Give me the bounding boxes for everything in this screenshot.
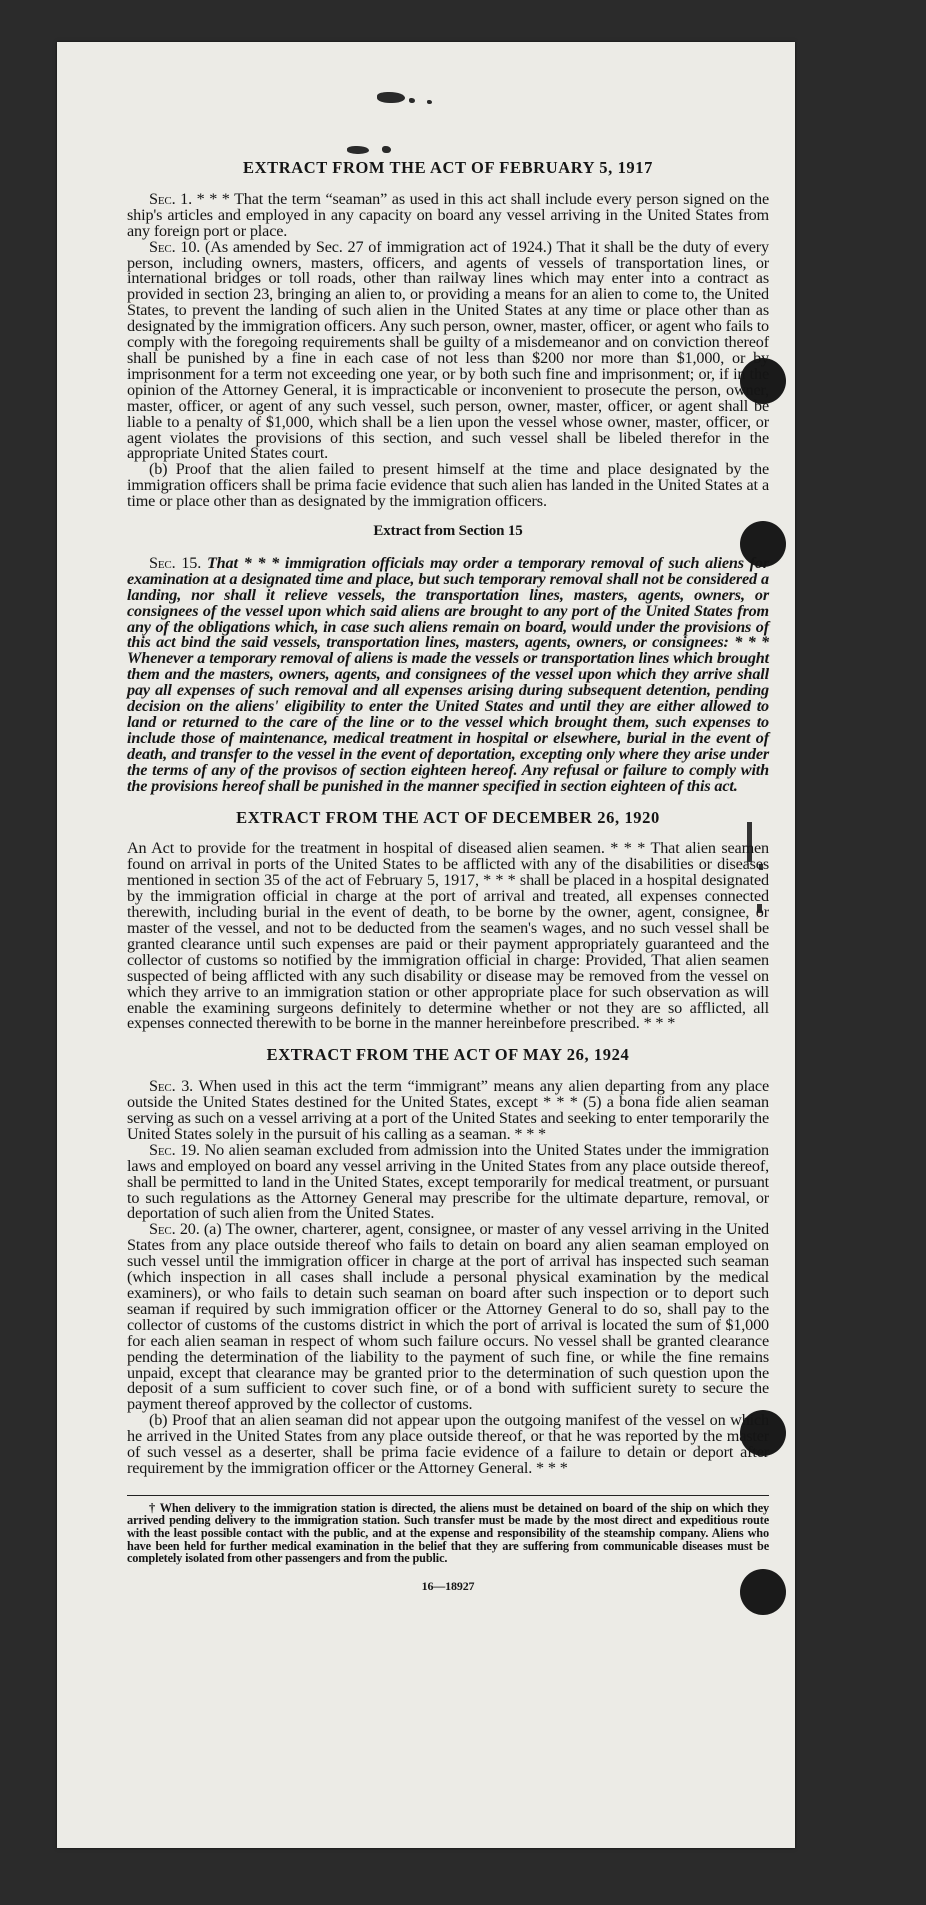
section-label: Sec. 19. xyxy=(149,1140,200,1159)
section-text: That * * * immigration officials may order a temporary removal of such aliens for examination at a designated time and place, but such temporary removal shall not be considered a landing, nor shall it relieve vessels, the transportation lines, masters, agents, owners, or consignees of the vessel upon which said aliens are brought to any port of the United States from any of the obligations which, in case such aliens remain on board, would under the provisions of this act bind the said vessels, transportation lines, masters, agents, owners, or consignees: * * * Whenever a temporary removal of aliens is made the vessels or transportation lines which brought them and the masters, owners, agents, and consignees of the vessel upon which they arrive shall pay all expenses of such removal and all expenses arising during subsequent detention, pending decision on the aliens' eligibility to enter the United States and until they are either allowed to land or returned to the care of the line or to the vessel which brought them, such expenses to include those of maintenance, medical treatment in hospital or elsewhere, burial in the event of death, and transfer to the vessel in the event of deportation, excepting only where they arise under the terms of any of the provisos of section eighteen hereof. Any refusal or failure to comply with the provisions hereof shall be punished in the manner specified in section eighteen of this act. xyxy=(127,553,770,795)
ink-smudge-top-dot xyxy=(427,100,432,104)
section-15-paragraph xyxy=(127,553,770,795)
document-body xyxy=(127,160,769,1595)
section-text: (a) The owner, charterer, agent, consignee, or master of any vessel arriving in the United States from any place outside thereof who fails to detain on board any alien seaman employed on such vessel until the immigration officer in charge at the port of arrival has inspected such seaman (which inspection in all cases shall include a personal physical examination by the medical examiners), or who fails to detain such seaman on board after such inspection or to deport such seaman if required by such immigration officer or the Attorney General to do so, shall pay to the collector of customs of the customs district in which the port of arrival is located the sum of $1,000 for each alien seaman in respect of whom such failure occurs. No vessel shall be granted clearance pending the determination of the liability to the payment of such fine, or while the fine remains unpaid, except that clearance may be granted prior to the determination of such question upon the deposit of a sum sufficient to cover such fine, or of a bond with sufficient surety to secure the payment thereof approved by the collector of customs. xyxy=(127,1220,770,1414)
form-number: 16—18927 xyxy=(421,1578,475,1593)
section-text: * * * That the term “seaman” as used in this act shall include every person signed on the ship's articles and employed in any capacity on board any vessel arriving in the United States from any foreign port or place. xyxy=(127,189,769,240)
footnote xyxy=(127,1502,769,1565)
heading-act-1917: EXTRACT FROM THE ACT OF FEBRUARY 5, 1917 xyxy=(243,158,653,177)
section-label: Sec. 1. xyxy=(149,189,192,208)
section-text: When used in this act the term “immigrant” means any alien departing from any place outside the United States destined for the United States, except * * * (5) a bona fide alien seaman serving as such on a vessel arriving at a port of the United States and seeking to enter temporarily the United States solely in the pursuit of his calling as a seaman. * * * xyxy=(127,1077,770,1143)
heading-act-1924: EXTRACT FROM THE ACT OF MAY 26, 1924 xyxy=(266,1045,630,1065)
footnote-text: † When delivery to the immigration station is directed, the aliens must be detained on board of the ship on which they arrived pending delivery to the immigration station. Such transfer must be made by the most direct and expeditious route with the least possible contact with the public, and at the expense and responsibility of the steamship company. Aliens who have been held for further medical examination in the belief that they are suffering from communicable diseases must be completely isolated from other passengers and from the public. xyxy=(127,1500,769,1566)
section-label: Sec. 15. xyxy=(149,553,202,572)
heading-act-1920: EXTRACT FROM THE ACT OF DECEMBER 26, 1920 xyxy=(236,807,660,827)
section-20b-paragraph: (b) Proof that an alien seaman did not appear upon the outgoing manifest of the vessel on which he arrived in the United States from any place outside thereof, or that he was reported by the master of such vessel as a deserter, shall be prima facie evidence of a failure to detain or deport after requirement by the immigration officer or the Attorney General. * * * xyxy=(127,1411,769,1477)
section-19-paragraph xyxy=(127,1140,769,1223)
ink-smudge-top xyxy=(377,92,405,103)
footnote-divider xyxy=(127,1495,769,1496)
subheading-section-15: Extract from Section 15 xyxy=(373,523,523,540)
section-3-paragraph xyxy=(127,1079,769,1143)
section-10b-paragraph: (b) Proof that the alien failed to present himself at the time and place designated by the immigration officers shall be prima facie evidence that such alien has landed in the United States at a time or place other than as designated by the immigration officers. xyxy=(127,460,769,511)
act-1920-paragraph: An Act to provide for the treatment in hospital of diseased alien seamen. * * * That alien seamen found on arrival in ports of the United States to be afflicted with any of the disabilities or diseases mentioned in section 35 of the act of February 5, 1917, * * * shall be placed in a hospital designated by the immigration official in charge at the port of arrival and treated, all expenses connected therewith, including burial in the event of death, to be borne by the owner, agent, consignee, or master of the vessel, and not to be deducted from the seamen's wages, and no such vessel shall be granted clearance until such expenses are paid or their payment appropriately guaranteed and the collector of customs so notified by the immigration official in charge: Provided, That alien seamen suspected of being afflicted with any such disability or disease may be removed from the vessel on which they arrive to an immigration station or other appropriate place for such observation as will enable the examining surgeons definitely to determine whether or not they are so afflicted, all expenses connected therewith to be borne in the manner hereinbefore prescribed. * * * xyxy=(127,839,769,1033)
section-text: No alien seaman excluded from admission into the United States under the immigration laws and employed on board any vessel arriving in the United States from any place outside thereof, shall be permitted to land in the United States, except temporarily for medical treatment, or pursuant to such regulations as the Attorney General may prescribe for the ultimate departure, removal, or deportation of such alien from the United States. xyxy=(127,1140,769,1223)
section-label: Sec. 3. xyxy=(149,1077,194,1096)
section-label: Sec. 10. xyxy=(149,237,201,256)
document-page xyxy=(57,42,795,1848)
ink-smudge-top-small xyxy=(409,98,415,103)
section-10-paragraph xyxy=(127,237,769,463)
section-text: (As amended by Sec. 27 of immigration act of 1924.) That it shall be the duty of every person, including owners, masters, officers, and agents of vessels of transportation lines, or international bridges or toll roads, other than railway lines which may enter into a contract as provided in section 23, bringing an alien to, or providing a means for an alien to come to, the United States, to prevent the landing of such alien in the United States at any time or place other than as designated by the immigration officers. Any such person, owner, master, officer, or agent who fails to comply with the foregoing requirements shall be guilty of a misdemeanor and on conviction thereof shall be punished by a fine in each case of not less than $200 nor more than $1,000, or by imprisonment for a term not exceeding one year, or by both such fine and imprisonment; or, if in the opinion of the Attorney General, it is impracticable or inconvenient to prosecute the person, owner, master, officer, or agent of any such vessel, such person, owner, master, officer, or agent shall be liable to a penalty of $1,000, which shall be a lien upon the vessel whose owner, master, officer, or agent violates the provisions of this section, and such vessel shall be libeled therefor in the appropriate United States court. xyxy=(127,237,769,463)
section-1-paragraph xyxy=(127,189,769,240)
ink-smudge-second-b xyxy=(382,146,391,153)
section-label: Sec. 20. xyxy=(149,1220,200,1239)
section-20a-paragraph xyxy=(127,1222,769,1413)
ink-smudge-second xyxy=(347,146,369,154)
